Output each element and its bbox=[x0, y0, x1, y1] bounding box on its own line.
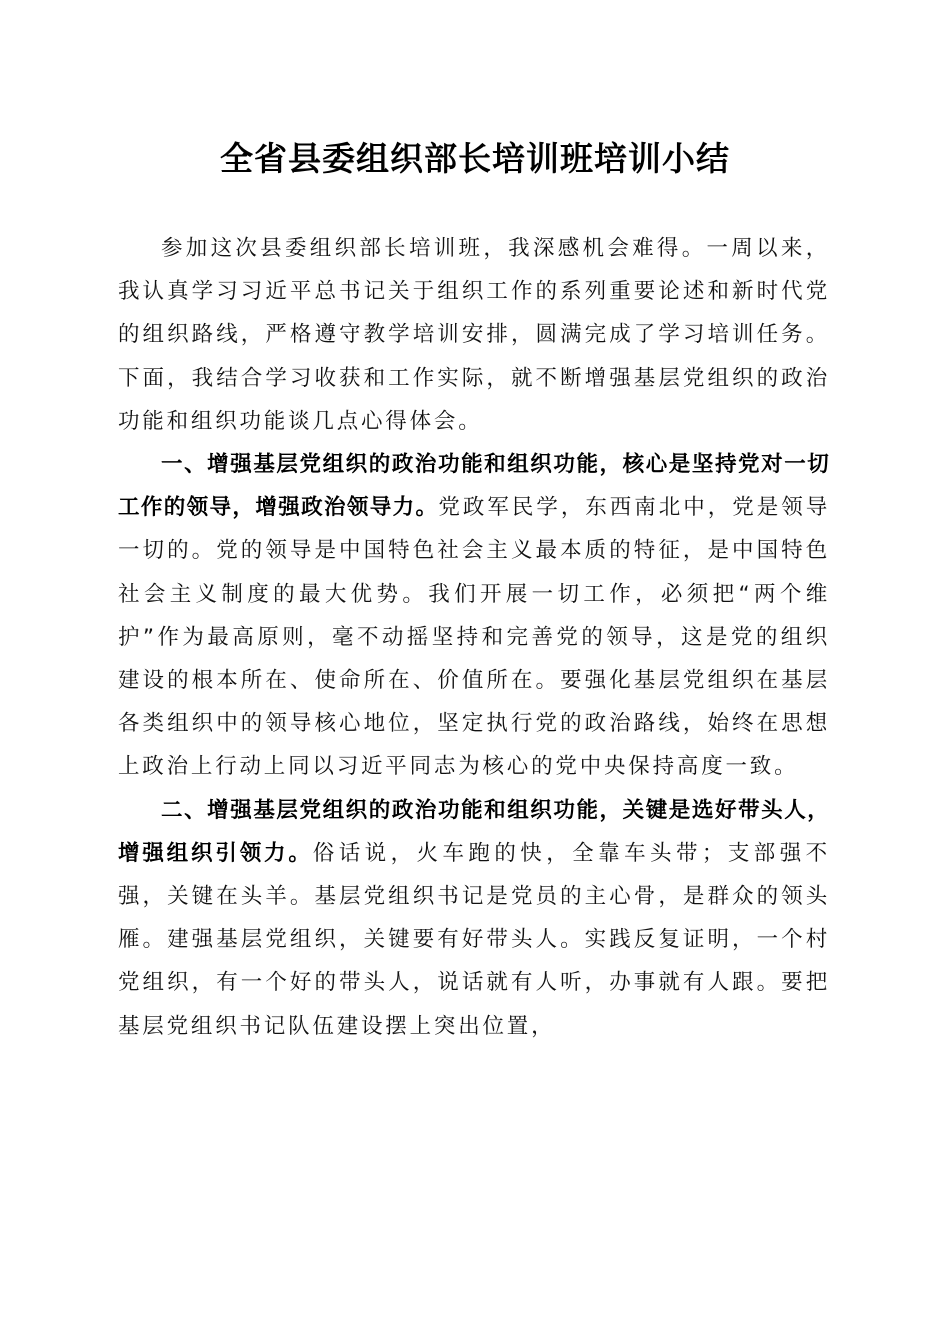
section-1-text: 党政军民学，东西南北中，党是领导一切的。党的领导是中国特色社会主义最本质的特征，是中国特色社会主义制度的最大优势。我们开展一切工作，必须把“两个维护”作为最高原则，毫不动摇坚持和完善党的领导，这是党的组织建设的根本所在、使命所在、价值所在。要强化基层党组织在基层各类组织中的领导核心地位，坚定执行党的政治路线，始终在思想上政治上行动上同以习近平同志为核心的党中央保持高度一致。 bbox=[118, 495, 830, 780]
section-2-text: 俗话说，火车跑的快，全靠车头带；支部强不强，关键在头羊。基层党组织书记是党员的主心骨，是群众的领头雁。建强基层党组织，关键要有好带头人。实践反复证明，一个村党组织，有一个好的带头人，说话就有人听，办事就有人跟。要把基层党组织书记队伍建设摆上突出位置， bbox=[118, 840, 830, 1039]
section-1-paragraph bbox=[118, 443, 830, 789]
document-title: 全省县委组织部长培训班培训小结 bbox=[220, 139, 730, 178]
section-1-heading: 一、增强基层党组织的政治功能和组织功能，核心是坚持党对一切工作的领导，增强政治领导力。 bbox=[118, 452, 830, 521]
document-body bbox=[118, 227, 830, 1048]
section-2-paragraph bbox=[118, 789, 830, 1048]
intro-paragraph-text: 参加这次县委组织部长培训班，我深感机会难得。一周以来，我认真学习习近平总书记关于组织工作的系列重要论述和新时代党的组织路线，严格遵守教学培训安排，圆满完成了学习培训任务。下面，我结合学习收获和工作实际，就不断增强基层党组织的政治功能和组织功能谈几点心得体会。 bbox=[118, 236, 830, 434]
section-2-heading: 二、增强基层党组织的政治功能和组织功能，关键是选好带头人，增强组织引领力。 bbox=[118, 797, 830, 866]
intro-paragraph bbox=[118, 227, 830, 443]
